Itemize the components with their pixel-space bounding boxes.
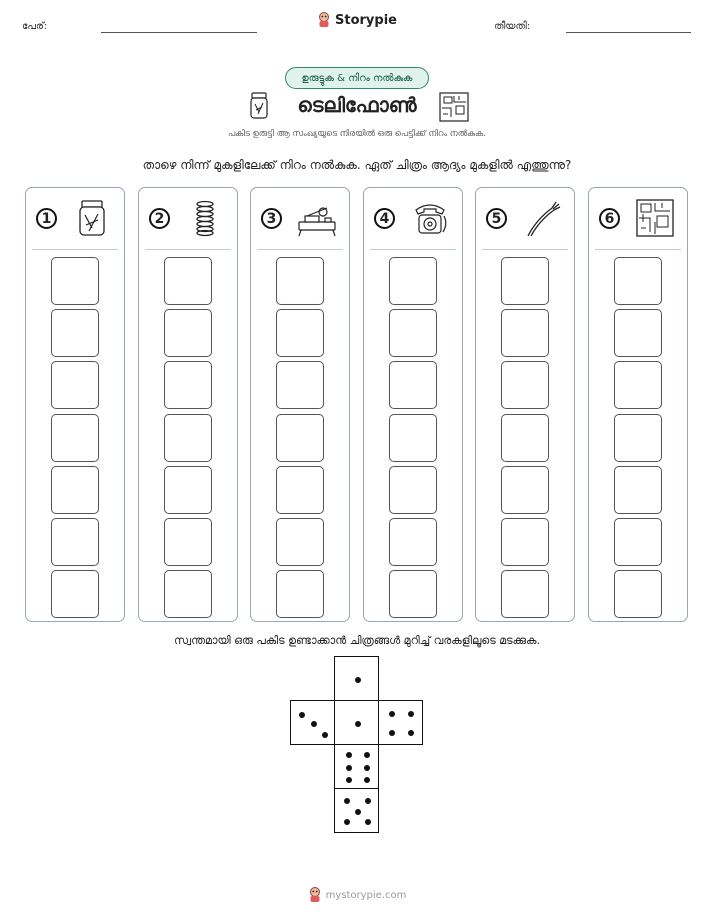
brand-name: Storypie <box>335 12 397 28</box>
color-box[interactable] <box>501 414 549 462</box>
color-box[interactable] <box>51 466 99 514</box>
dice-pip <box>408 711 414 717</box>
color-box[interactable] <box>51 361 99 409</box>
dice-face-5 <box>334 788 379 833</box>
dice-face-6 <box>334 744 379 789</box>
dice-face-4 <box>378 700 423 745</box>
dice-pip <box>311 721 317 727</box>
color-box[interactable] <box>51 518 99 566</box>
color-box[interactable] <box>389 361 437 409</box>
color-box[interactable] <box>614 414 662 462</box>
dice-net <box>290 656 426 836</box>
color-box[interactable] <box>51 309 99 357</box>
column-header <box>139 188 237 248</box>
column-divider <box>370 249 456 250</box>
color-box[interactable] <box>614 466 662 514</box>
color-box[interactable] <box>614 518 662 566</box>
column-2 <box>138 187 238 622</box>
color-box[interactable] <box>501 570 549 618</box>
color-box[interactable] <box>614 309 662 357</box>
color-box[interactable] <box>276 309 324 357</box>
color-box[interactable] <box>501 518 549 566</box>
dice-pip <box>344 798 350 804</box>
column-divider <box>257 249 343 250</box>
dice-pip <box>355 677 361 683</box>
date-field-line[interactable] <box>566 32 691 33</box>
circuit-board-icon <box>439 92 469 122</box>
column-divider <box>482 249 568 250</box>
storypie-mascot-icon <box>317 12 331 28</box>
column-number: 2 <box>149 208 170 229</box>
color-box[interactable] <box>51 414 99 462</box>
dice-pip <box>346 752 352 758</box>
column-number: 3 <box>261 208 282 229</box>
column-header <box>364 188 462 248</box>
dice-pip <box>355 809 361 815</box>
column-header <box>26 188 124 248</box>
column-3 <box>250 187 350 622</box>
dice-pip <box>346 765 352 771</box>
name-label: പേര്: <box>22 21 48 32</box>
color-box[interactable] <box>389 570 437 618</box>
color-box[interactable] <box>164 309 212 357</box>
rotary-telephone-icon <box>410 198 450 238</box>
color-box[interactable] <box>614 257 662 305</box>
color-box[interactable] <box>501 309 549 357</box>
color-box[interactable] <box>276 570 324 618</box>
column-header <box>251 188 349 248</box>
color-box[interactable] <box>51 570 99 618</box>
color-box[interactable] <box>164 570 212 618</box>
column-5 <box>475 187 575 622</box>
dice-pip <box>408 730 414 736</box>
date-label: തീയതി: <box>494 21 531 32</box>
dice-pip <box>346 777 352 783</box>
dice-pip <box>299 712 305 718</box>
dice-pip <box>344 819 350 825</box>
dice-face-3 <box>290 700 335 745</box>
question-text: താഴെ നിന്ന് മുകളിലേക്ക് നിറം നൽകുക. ഏത് ചിത്രം ആദ്യം മുകളിൽ എത്തുന്നു? <box>142 158 572 172</box>
color-box[interactable] <box>389 309 437 357</box>
storypie-mascot-icon <box>308 887 322 903</box>
dice-face-1 <box>334 700 379 745</box>
color-box[interactable] <box>276 466 324 514</box>
dice-pip <box>322 732 328 738</box>
color-box[interactable] <box>389 466 437 514</box>
dice-pip <box>364 752 370 758</box>
column-number: 5 <box>486 208 507 229</box>
column-divider <box>32 249 118 250</box>
telegraph-key-icon <box>297 198 337 238</box>
color-box[interactable] <box>501 257 549 305</box>
subtitle: പകിട ഉരുട്ടി ആ സംഖ്യയുടെ നിരയിൽ ഒരു പെട്ടിക്ക് നിറം നൽകുക. <box>228 129 486 139</box>
color-box[interactable] <box>51 257 99 305</box>
wire-cable-icon <box>522 198 562 238</box>
color-box[interactable] <box>614 361 662 409</box>
color-box[interactable] <box>164 361 212 409</box>
color-box[interactable] <box>276 257 324 305</box>
column-number: 1 <box>36 208 57 229</box>
column-header <box>589 188 687 248</box>
page-title: ടെലിഫോൺ <box>297 93 417 117</box>
footer <box>0 887 714 903</box>
name-field-line[interactable] <box>101 32 257 33</box>
column-divider <box>595 249 681 250</box>
color-box[interactable] <box>276 518 324 566</box>
dice-pip <box>355 721 361 727</box>
activity-tag: ഉരുട്ടുക & നിറം നൽകുക <box>285 67 429 89</box>
dice-face-1 <box>334 656 379 701</box>
brand-logo <box>0 12 714 28</box>
color-box[interactable] <box>501 361 549 409</box>
color-box[interactable] <box>164 414 212 462</box>
circuit-board-icon <box>635 198 675 238</box>
column-1 <box>25 187 125 622</box>
column-number: 4 <box>374 208 395 229</box>
color-box[interactable] <box>501 466 549 514</box>
dice-pip <box>365 819 371 825</box>
dice-instruction: സ്വന്തമായി ഒരു പകിട ഉണ്ടാക്കാൻ ചിത്രങ്ങൾ മുറിച്ച് വരകളിലൂടെ മടക്കുക. <box>174 634 540 647</box>
column-divider <box>145 249 231 250</box>
dice-pip <box>364 765 370 771</box>
color-box[interactable] <box>164 466 212 514</box>
color-box[interactable] <box>276 361 324 409</box>
color-box[interactable] <box>389 414 437 462</box>
color-box[interactable] <box>389 257 437 305</box>
jar-icon <box>72 198 112 238</box>
spring-coil-icon <box>185 198 225 238</box>
footer-site[interactable]: mystorypie.com <box>325 889 407 901</box>
color-box[interactable] <box>164 257 212 305</box>
column-4 <box>363 187 463 622</box>
color-box[interactable] <box>276 414 324 462</box>
column-number: 6 <box>599 208 620 229</box>
dice-pip <box>364 777 370 783</box>
color-box[interactable] <box>164 518 212 566</box>
dice-pip <box>389 730 395 736</box>
color-box[interactable] <box>614 570 662 618</box>
color-box[interactable] <box>389 518 437 566</box>
column-header <box>476 188 574 248</box>
dice-pip <box>389 711 395 717</box>
column-6 <box>588 187 688 622</box>
dice-pip <box>365 798 371 804</box>
